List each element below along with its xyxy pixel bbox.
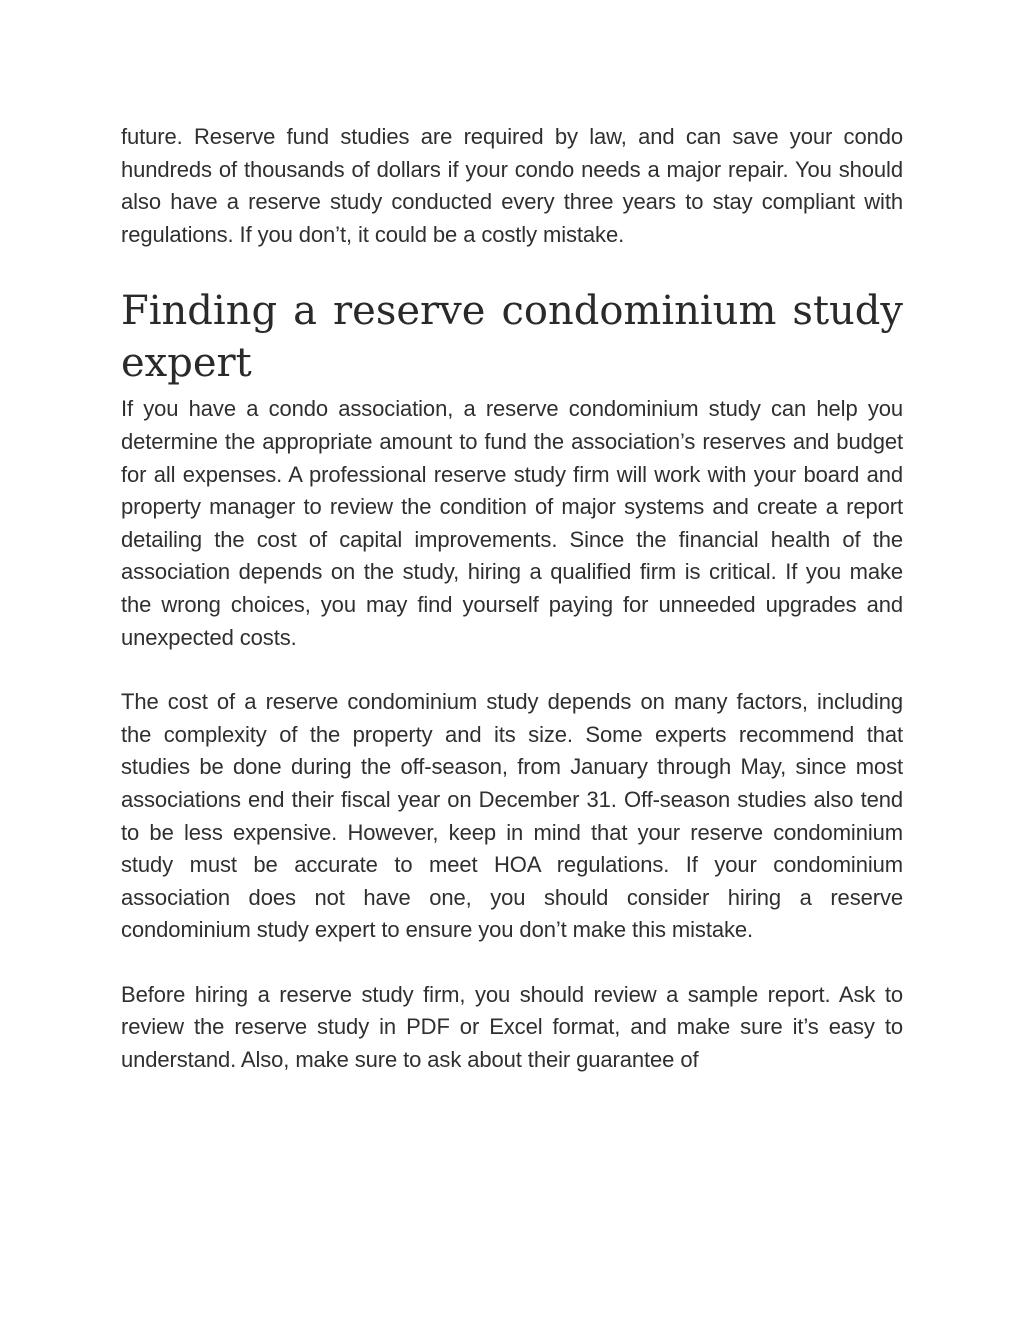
body-paragraph: The cost of a reserve condominium study depends on many factors, including the complexity of the property and its size. Some experts recommend that studies be done during the off-season, from January through May, since most associations end their fiscal year on December 31. Off-season studies also tend to be less expensive. However, keep in mind that your reserve condominium study must be accurate to meet HOA regulations. If your condominium association does not have one, you should consider hiring a reserve condominium study expert to ensure you don’t make this mistake. [121,689,903,943]
document-page [121,121,903,1077]
body-paragraph: If you have a condo association, a reserve condominium study can help you determine the appropriate amount to fund the association’s reserves and budget for all expenses. A professional reserve study firm will work with your board and property manager to review the condition of major systems and create a report detailing the cost of capital improvements. Since the financial health of the association depends on the study, hiring a qualified firm is critical. If you make the wrong choices, you may find yourself paying for unneeded upgrades and unexpected costs. [121,396,903,650]
body-paragraph: Before hiring a reserve study firm, you should review a sample report. Ask to review the reserve study in PDF or Excel format, and make sure it’s easy to understand. Also, make sure to ask about their guarantee of [121,981,903,1073]
section-heading: Finding a reserve condominium study expert [121,288,903,387]
intro-paragraph: future. Reserve fund studies are required by law, and can save your condo hundreds of thousands of dollars if your condo needs a major repair. You should also have a reserve study conducted every three years to stay compliant with regulations. If you don’t, it could be a costly mistake. [121,124,903,247]
